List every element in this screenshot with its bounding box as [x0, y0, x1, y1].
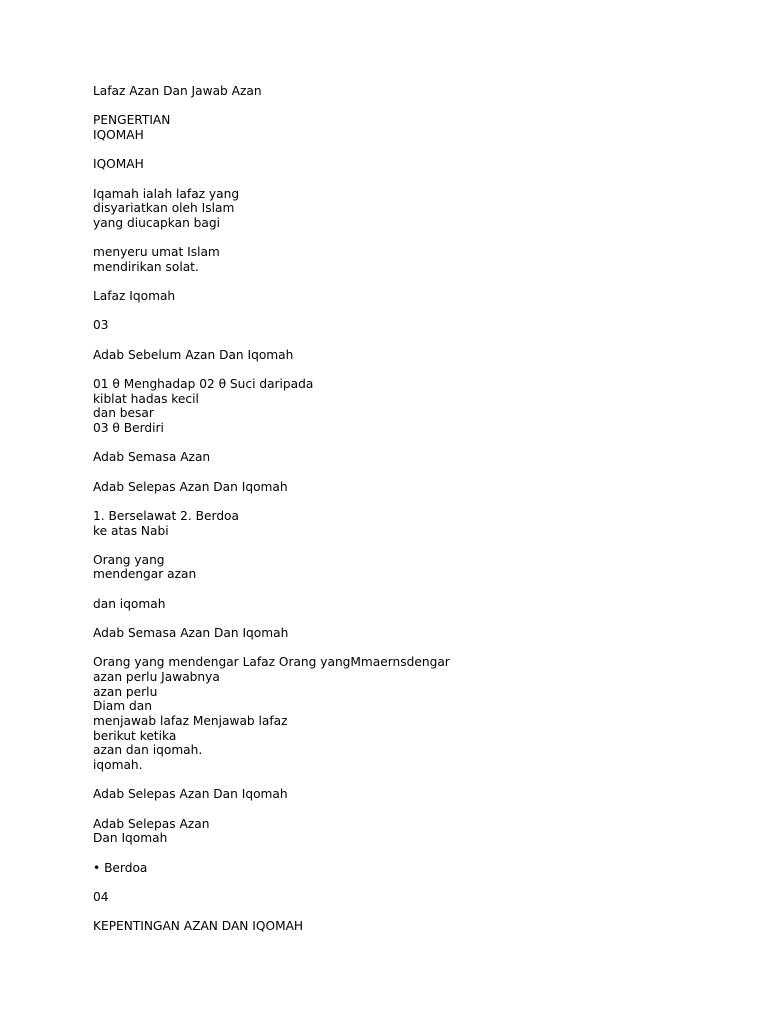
text-line: Adab Selepas Azan: [93, 816, 210, 831]
text-line: azan perlu: [93, 684, 158, 699]
section-heading: [93, 450, 733, 465]
text-line: azan dan iqomah.: [93, 743, 203, 758]
paragraph: [93, 553, 733, 582]
text-line: 03 θ Berdiri: [93, 420, 164, 435]
section-heading: [93, 113, 733, 142]
text-line: menjawab lafaz Menjawab lafaz: [93, 713, 288, 728]
text-line: IQOMAH: [93, 157, 144, 172]
text-line: • Berdoa: [93, 860, 148, 875]
text-line: Lafaz Azan Dan Jawab Azan: [93, 84, 262, 98]
text-line: IQOMAH: [93, 127, 144, 142]
text-line: kiblat hadas kecil: [93, 391, 199, 406]
text-line: Diam dan: [93, 699, 152, 714]
paragraph: [93, 187, 733, 231]
section-heading: [93, 348, 733, 363]
text-line: azan perlu Jawabnya: [93, 670, 220, 685]
text-line: mendirikan solat.: [93, 259, 199, 274]
paragraph: [93, 245, 733, 274]
text-line: ke atas Nabi: [93, 523, 169, 538]
text-line: iqomah.: [93, 757, 143, 772]
text-line: Orang yang mendengar Lafaz Orang yangMmaernsdengar: [93, 655, 450, 670]
section-heading: [93, 919, 733, 934]
text-line: yang diucapkan bagi: [93, 215, 221, 230]
paragraph: [93, 509, 733, 538]
section-heading: [93, 626, 733, 641]
text-line: berikut ketika: [93, 728, 177, 743]
text-line: Adab Semasa Azan: [93, 450, 211, 465]
paragraph: [93, 817, 733, 846]
text-line: Adab Selepas Azan Dan Iqomah: [93, 787, 288, 802]
text-line: 04: [93, 889, 109, 904]
page-number: [93, 318, 733, 333]
paragraph: [93, 597, 733, 612]
section-heading: [93, 787, 733, 802]
page-number: [93, 890, 733, 905]
section-heading: [93, 289, 733, 304]
text-line: KEPENTINGAN AZAN DAN IQOMAH: [93, 919, 304, 934]
text-line: disyariatkan oleh Islam: [93, 201, 235, 216]
text-line: 03: [93, 318, 109, 333]
text-line: Adab Sebelum Azan Dan Iqomah: [93, 347, 294, 362]
paragraph: [93, 377, 733, 436]
text-line: PENGERTIAN: [93, 113, 171, 128]
text-line: 01 θ Menghadap 02 θ Suci daripada: [93, 377, 314, 391]
document-title: [93, 84, 733, 99]
text-line: Adab Selepas Azan Dan Iqomah: [93, 479, 288, 494]
list-item: [93, 861, 733, 876]
text-line: Orang yang: [93, 552, 165, 567]
text-line: Lafaz Iqomah: [93, 289, 176, 304]
text-line: Iqamah ialah lafaz yang: [93, 186, 240, 201]
section-heading: [93, 480, 733, 495]
text-line: menyeru umat Islam: [93, 245, 220, 260]
text-line: mendengar azan: [93, 567, 197, 582]
section-heading: [93, 157, 733, 172]
text-line: dan besar: [93, 406, 154, 421]
text-line: dan iqomah: [93, 596, 166, 611]
text-line: Adab Semasa Azan Dan Iqomah: [93, 626, 289, 641]
text-line: Dan Iqomah: [93, 831, 168, 846]
text-line: 1. Berselawat 2. Berdoa: [93, 508, 239, 523]
document-body: [93, 84, 733, 948]
paragraph: [93, 655, 733, 772]
